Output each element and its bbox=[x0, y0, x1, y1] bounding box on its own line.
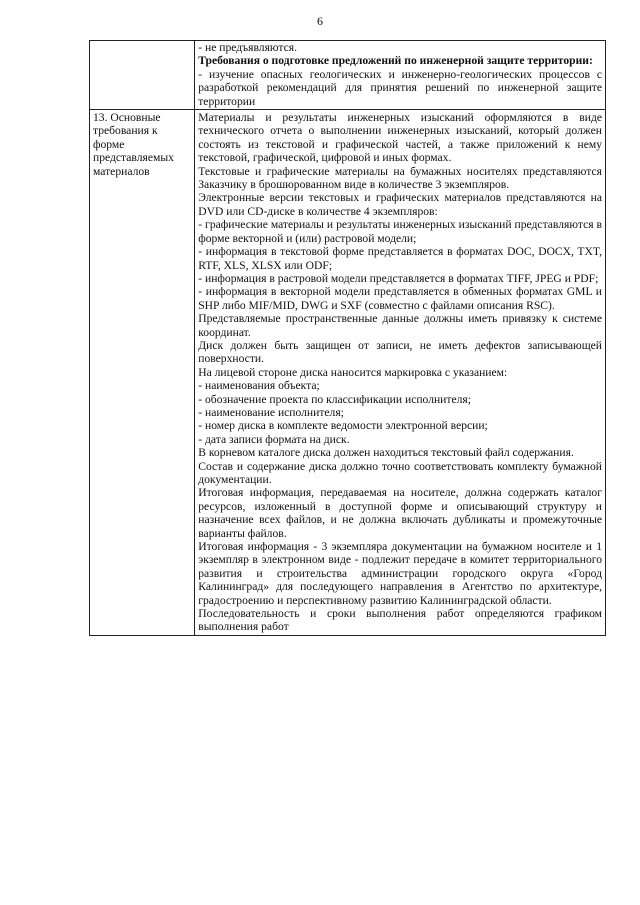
paragraph: Итоговая информация - 3 экземпляра документации на бумажном носителе и 1 экземпляр в электронном виде - подлежит передаче в комитет территориального развития и строительства администрации городского округа «Город Калининград» для последующего направления в Агентство по архитектуре, градостроению и перспективному развитию Калининградской области. bbox=[198, 540, 602, 607]
paragraph: На лицевой стороне диска наносится маркировка с указанием: bbox=[198, 365, 508, 379]
paragraph: Текстовые и графические материалы на бумажных носителях представляются Заказчику в брошюрованном виде в количестве 3 экземпляров. bbox=[198, 164, 602, 192]
row-label-cell: 13. Основные требования к форме представляемых материалов bbox=[90, 110, 195, 636]
table-row bbox=[90, 110, 606, 636]
list-item: - информация в векторной модели представляется в обменных форматах GML и SHP либо MIF/MID, DWG и SXF (совместно с файлами описания RSC). bbox=[198, 285, 602, 312]
list-item: - информация в растровой модели представляется в форматах TIFF, JPEG и PDF; bbox=[198, 271, 599, 285]
paragraph: В корневом каталоге диска должен находиться текстовый файл содержания. bbox=[198, 446, 574, 460]
list-item: - наименование исполнителя; bbox=[198, 405, 344, 419]
list-item: - дата записи формата на диск. bbox=[198, 432, 350, 446]
list-item: - изучение опасных геологических и инженерно-геологических процессов с разработкой рекомендаций для принятия решений по инженерной защите территории bbox=[198, 67, 602, 108]
paragraph: Последовательность и сроки выполнения работ определяются графиком выполнения работ bbox=[198, 607, 602, 634]
row-content-cell bbox=[195, 110, 606, 636]
row-label-cell bbox=[90, 41, 195, 110]
paragraph: Электронные версии текстовых и графических материалов представляются на DVD или CD-диске в количестве 4 экземпляров: bbox=[198, 191, 602, 218]
row-content-cell bbox=[195, 41, 606, 110]
list-item: - обозначение проекта по классификации исполнителя; bbox=[198, 392, 471, 406]
list-item: - графические материалы и результаты инженерных изысканий представляются в форме векторной и (или) растровой модели; bbox=[198, 218, 602, 245]
paragraph: Представляемые пространственные данные должны иметь привязку к системе координат. bbox=[198, 312, 602, 339]
list-item: - не предъявляются. bbox=[198, 41, 297, 54]
paragraph: Итоговая информация, передаваемая на носителе, должна содержать каталог ресурсов, изложенный в доступной форме и описывающий структуру и назначение всех файлов, и не должна включать дубликаты и промежуточные варианты файлов. bbox=[198, 486, 602, 540]
paragraph: Состав и содержание диска должно точно соответствовать комплекту бумажной документации. bbox=[198, 459, 602, 486]
paragraph: Материалы и результаты инженерных изысканий оформляются в виде технического отчета о выполнении инженерных изысканий, который должен состоять из текстовой и графической частей, а также приложений к нему текстовой, графической, цифровой и иных формах. bbox=[198, 111, 602, 165]
requirements-table bbox=[89, 40, 606, 636]
list-item: - номер диска в комплекте ведомости электронной версии; bbox=[198, 419, 488, 433]
list-item: - наименования объекта; bbox=[198, 379, 320, 393]
paragraph: Диск должен быть защищен от записи, не иметь дефектов записывающей поверхности. bbox=[198, 338, 602, 366]
section-heading: Требования о подготовке предложений по инженерной защите территории: bbox=[198, 54, 593, 68]
page-number: 6 bbox=[317, 14, 323, 28]
list-item: - информация в текстовой форме представляется в форматах DOC, DOCX, TXT, RTF, XLS, XLSX или ODF; bbox=[198, 245, 602, 272]
table-row bbox=[90, 41, 606, 110]
